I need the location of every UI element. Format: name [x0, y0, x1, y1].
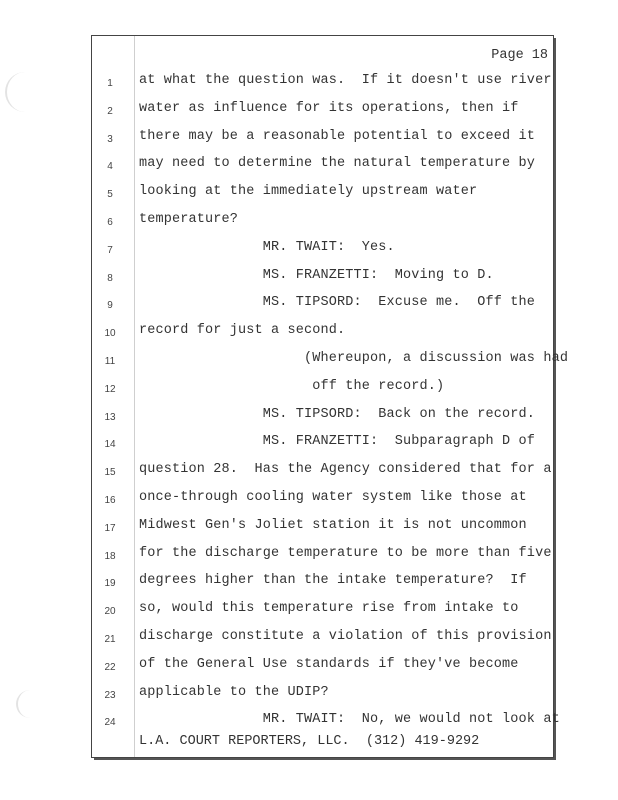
transcript-line: [0, 573, 560, 593]
line-text: question 28. Has the Agency considered that for a: [139, 462, 552, 478]
line-number: 1: [107, 78, 113, 89]
transcript-line: [0, 73, 560, 93]
line-text: applicable to the UDIP?: [139, 684, 329, 700]
line-number: 20: [104, 606, 116, 618]
reporter-footer: L.A. COURT REPORTERS, LLC. (312) 419-9292: [139, 734, 480, 749]
line-text: MR. TWAIT: No, we would not look at: [139, 712, 560, 728]
line-number: 15: [104, 467, 116, 479]
transcript-line: [0, 212, 560, 232]
transcript-line: [0, 129, 560, 149]
transcript-line: [0, 685, 560, 705]
transcript-line: [0, 295, 560, 315]
transcript-line: [0, 240, 560, 260]
transcript-line: [0, 434, 560, 454]
line-text: may need to determine the natural temperature by: [139, 156, 536, 172]
line-text: MS. FRANZETTI: Subparagraph D of: [139, 434, 536, 450]
line-text: Midwest Gen's Joliet station it is not uncommon: [139, 517, 527, 533]
transcript-line: [0, 268, 560, 288]
line-text: MS. TIPSORD: Excuse me. Off the: [139, 295, 536, 311]
line-text: MS. TIPSORD: Back on the record.: [139, 406, 536, 422]
page-shadow-bottom: [94, 758, 556, 760]
line-number: 10: [104, 328, 116, 340]
line-text: looking at the immediately upstream water: [139, 184, 478, 200]
transcript-line: [0, 462, 560, 482]
line-text: MS. FRANZETTI: Moving to D.: [139, 267, 494, 283]
line-number: 22: [104, 661, 116, 673]
transcript-line: [0, 657, 560, 677]
line-number: 12: [104, 383, 116, 395]
line-text: for the discharge temperature to be more than five: [139, 545, 552, 561]
transcript-line: [0, 712, 560, 732]
line-text: (Whereupon, a discussion was had: [139, 351, 569, 366]
line-number: 5: [107, 189, 113, 201]
line-text: at what the question was. If it doesn't use river: [139, 73, 552, 88]
line-number: 23: [104, 689, 116, 701]
line-text: temperature?: [139, 212, 239, 227]
line-number: 3: [107, 133, 113, 145]
line-number: 17: [104, 522, 116, 534]
line-number: 18: [104, 550, 116, 562]
line-text: MR. TWAIT: Yes.: [139, 239, 395, 255]
line-number: 2: [107, 105, 113, 117]
line-number: 7: [107, 244, 113, 256]
page-number: Page 18: [491, 48, 548, 63]
line-number: 9: [107, 300, 113, 312]
transcript-line: [0, 518, 560, 538]
transcript-line: [0, 629, 560, 649]
transcript-line: [0, 101, 560, 121]
line-text: once-through cooling water system like those at: [139, 490, 527, 505]
line-number: 6: [107, 217, 113, 228]
transcript-line: [0, 601, 560, 621]
transcript-line: [0, 546, 560, 566]
line-text: discharge constitute a violation of this provision: [139, 629, 552, 644]
transcript-line: [0, 407, 560, 427]
line-text: there may be a reasonable potential to exceed it: [139, 128, 536, 144]
line-text: off the record.): [139, 378, 445, 394]
line-number: 8: [107, 272, 113, 284]
line-text: record for just a second.: [139, 323, 346, 339]
line-text: degrees higher than the intake temperature? If: [139, 573, 527, 589]
line-number: 19: [104, 578, 116, 590]
line-number: 16: [104, 495, 116, 506]
line-text: so, would this temperature rise from intake to: [139, 601, 519, 617]
transcript-line: [0, 323, 560, 343]
transcript-line: [0, 379, 560, 399]
transcript-line: [0, 351, 569, 371]
line-number: 21: [104, 634, 116, 645]
transcript-line: [0, 156, 560, 176]
line-number: 11: [104, 356, 116, 367]
line-text: water as influence for its operations, then if: [139, 100, 519, 116]
line-number: 14: [104, 439, 116, 451]
line-number: 13: [104, 411, 116, 423]
line-number: 4: [107, 161, 113, 173]
line-text: of the General Use standards if they've become: [139, 656, 519, 672]
transcript-line: [0, 490, 560, 510]
transcript-line: [0, 184, 560, 204]
line-number: 24: [104, 717, 116, 729]
